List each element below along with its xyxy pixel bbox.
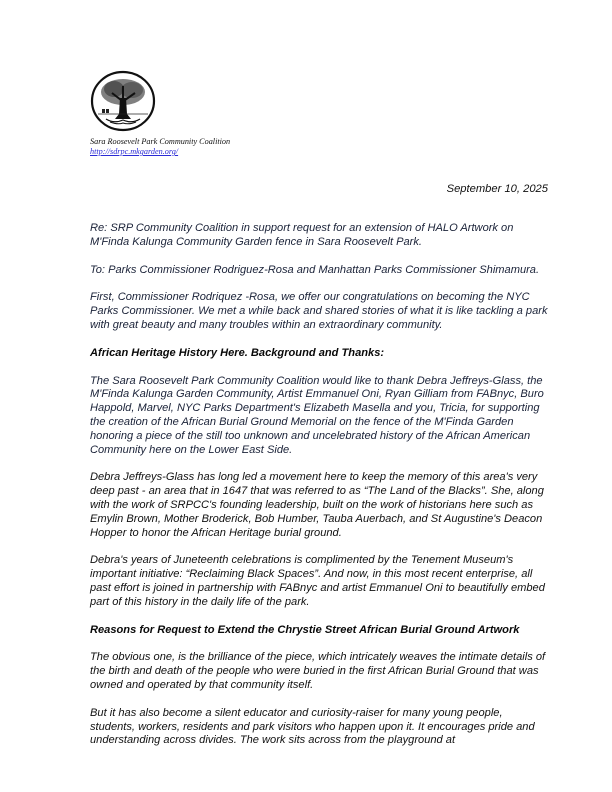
- tree-logo-icon: [90, 70, 156, 132]
- org-url-link[interactable]: http://sdrpc.mkgarden.org/: [90, 147, 179, 156]
- paragraph-juneteenth: Debra's years of Juneteenth celebrations is complimented by the Tenement Museum's important initiative: “Reclaiming Black Spaces”. And now, in this most recent enterprise, all past effort is joined in partnership with FABnyc and artist Emmanuel Oni to beautifully embed part of this history in the daily life of the park.: [90, 554, 545, 608]
- paragraph-thanks: The Sara Roosevelt Park Community Coalition would like to thank Debra Jeffreys-Glass, the M'Finda Kalunga Garden Community, Artist Emmanuel Oni, Ryan Gilliam from FABnyc, Buro Happold, Marvel, NYC Parks Department's Elizabeth Masella and you, Tricia, for supporting the creation of the African Burial Ground Memorial on the fence of the M'Finda Garden honoring a piece of the still too unknown and uncelebrated history of the African American Community here on the Lower East Side.: [90, 374, 544, 456]
- letter-date: September 10, 2025: [446, 183, 548, 195]
- greeting-paragraph: First, Commissioner Rodriquez -Rosa, we offer our congratulations on becoming the NYC Parks Commissioner. We met a while back and shared stories of what it is like tackling a park with great beauty and many troubles within an extraordinary community.: [90, 291, 548, 331]
- to-line: To: Parks Commissioner Rodriguez-Rosa and Manhattan Parks Commissioner Shimamura.: [90, 263, 540, 276]
- letter-body: [90, 222, 550, 762]
- section-heading-reasons: Reasons for Request to Extend the Chrystie Street African Burial Ground Artwork: [90, 623, 520, 636]
- section-heading-background: African Heritage History Here. Background and Thanks:: [90, 346, 385, 359]
- paragraph-brilliance: The obvious one, is the brilliance of the piece, which intricately weaves the intimate details of the birth and death of the people who were buried in the first African Burial Ground that was owned and operated by that community itself.: [90, 651, 546, 691]
- paragraph-history: Debra Jeffreys-Glass has long led a movement here to keep the memory of this area's very deep past - an area that in 1647 that was referred to as “The Land of the Blacks”. She, along with the work of SRPCC's founding leadership, built on the work of historians here such as Emylin Brown, Mother Broderick, Bob Humber, Tauba Auerbach, and St Augustine's Deacon Hopper to honor the African Heritage burial ground.: [90, 471, 544, 539]
- org-name: Sara Roosevelt Park Community Coalition: [90, 137, 231, 146]
- re-line: Re: SRP Community Coalition in support request for an extension of HALO Artwork on M'Finda Kalunga Community Garden fence in Sara Roosevelt Park.: [90, 222, 514, 248]
- paragraph-educator: But it has also become a silent educator and curiosity-raiser for many young people, students, workers, residents and park visitors who happen upon it. It encourages pride and understanding across divides. The work sits across from the playground at: [90, 706, 535, 747]
- letterhead: [90, 137, 230, 157]
